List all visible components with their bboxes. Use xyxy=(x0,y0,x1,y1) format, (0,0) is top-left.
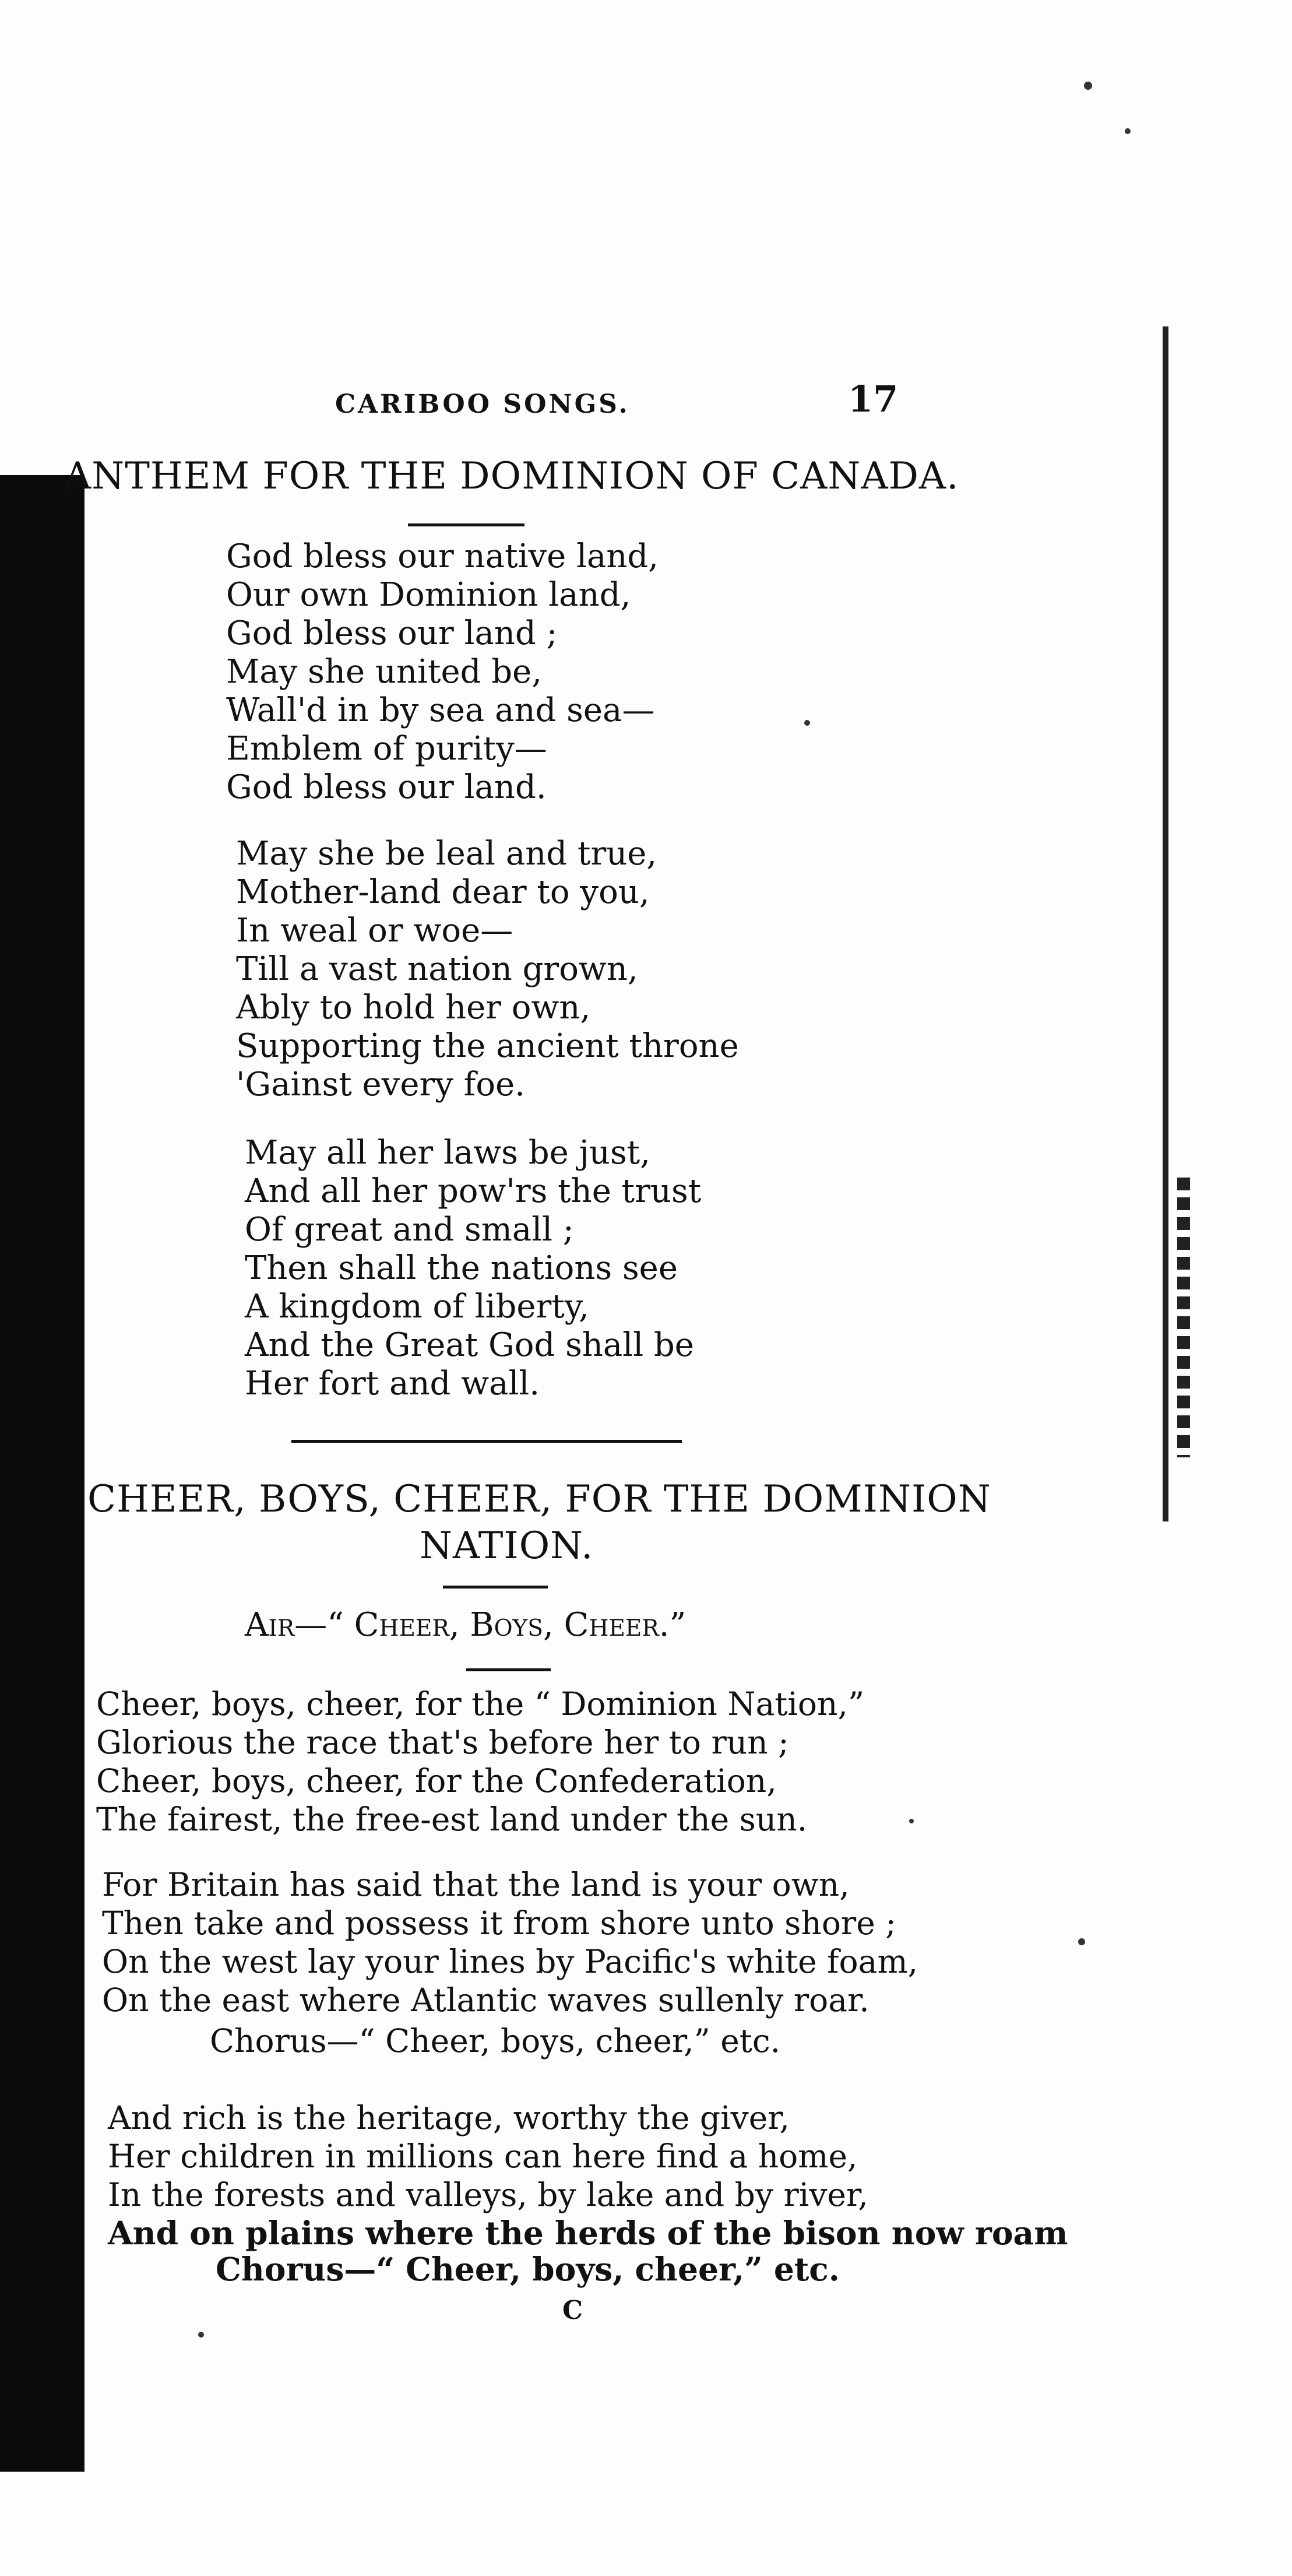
print-speck xyxy=(1078,1938,1085,1945)
binding-edge-bar xyxy=(0,475,85,2472)
anthem-stanza-3 xyxy=(245,1134,701,1403)
print-speck xyxy=(1084,82,1092,90)
margin-rule xyxy=(1163,326,1168,1521)
verse-line: Then take and possess it from shore unto shore ; xyxy=(102,1904,896,1942)
air-line xyxy=(245,1606,686,1644)
verse-line: In the forests and valleys, by lake and by river, xyxy=(108,2176,868,2213)
verse-line: Wall'd in by sea and sea— xyxy=(226,691,655,729)
running-head: CARIBOO SONGS. xyxy=(335,389,630,419)
margin-rule-marks xyxy=(1177,1178,1190,1457)
verse-line: In weal or woe— xyxy=(236,912,513,950)
chorus-line: Chorus—“ Cheer, boys, cheer,” etc. xyxy=(210,2022,781,2060)
cheer-stanza-2 xyxy=(102,1865,918,2019)
section-divider xyxy=(291,1440,682,1443)
verse-line: God bless our native land, xyxy=(226,537,659,575)
verse-line: Glorious the race that's before her to run ; xyxy=(96,1724,789,1761)
signature-mark: C xyxy=(562,2296,583,2325)
verse-line: Her children in millions can here find a home, xyxy=(108,2138,858,2175)
verse-line: And rich is the heritage, worthy the giver, xyxy=(108,2099,790,2136)
verse-line: May she be leal and true, xyxy=(236,835,657,873)
page-number: 17 xyxy=(848,378,899,420)
print-speck xyxy=(804,720,810,726)
verse-line: For Britain has said that the land is your own, xyxy=(102,1866,850,1903)
print-speck xyxy=(1125,128,1131,134)
anthem-stanza-2 xyxy=(236,835,739,1104)
verse-line: Her fort and wall. xyxy=(245,1365,540,1403)
verse-line: And on plains where the herds of the bison now roam xyxy=(108,2214,1068,2252)
verse-line: The fairest, the free-est land under the sun. xyxy=(96,1801,808,1838)
verse-line: Of great and small ; xyxy=(245,1211,574,1249)
verse-line: May she united be, xyxy=(226,653,543,691)
air-rule xyxy=(466,1668,551,1671)
verse-line: A kingdom of liberty, xyxy=(245,1288,589,1326)
cheer-stanza-1 xyxy=(96,1685,864,1839)
verse-line: Cheer, boys, cheer, for the “ Dominion Nation,” xyxy=(96,1685,865,1723)
anthem-title: ANTHEM FOR THE DOMINION OF CANADA. xyxy=(64,455,959,498)
cheer-stanza-3 xyxy=(108,2099,1068,2252)
cheer-title-line-2: NATION. xyxy=(420,1524,594,1568)
verse-line: Mother-land dear to you, xyxy=(236,873,650,911)
verse-line: 'Gainst every foe. xyxy=(236,1066,526,1104)
verse-line: God bless our land. xyxy=(226,768,547,806)
verse-line: And the Great God shall be xyxy=(245,1326,694,1364)
verse-line: Our own Dominion land, xyxy=(226,576,631,614)
air-prefix: Air— xyxy=(245,1606,328,1644)
chorus-line: Chorus—“ Cheer, boys, cheer,” etc. xyxy=(216,2250,840,2288)
verse-line: Emblem of purity— xyxy=(226,730,547,768)
verse-line: Supporting the ancient throne xyxy=(236,1027,739,1065)
verse-line: Cheer, boys, cheer, for the Confederation, xyxy=(96,1762,777,1800)
verse-line: God bless our land ; xyxy=(226,614,558,652)
title-rule xyxy=(443,1586,548,1589)
verse-line: And all her pow'rs the trust xyxy=(245,1172,702,1210)
verse-line: Then shall the nations see xyxy=(245,1249,678,1287)
print-speck xyxy=(909,1819,914,1823)
verse-line: Till a vast nation grown, xyxy=(236,950,638,988)
title-rule xyxy=(408,523,524,526)
print-speck xyxy=(198,2332,204,2338)
verse-line: On the west lay your lines by Pacific's white foam, xyxy=(102,1943,918,1980)
cheer-title-line-1: CHEER, BOYS, CHEER, FOR THE DOMINION xyxy=(87,1478,991,1521)
verse-line: Ably to hold her own, xyxy=(236,989,591,1027)
verse-line: On the east where Atlantic waves sullenly roar. xyxy=(102,1981,869,2019)
anthem-stanza-1 xyxy=(226,537,659,807)
verse-line: May all her laws be just, xyxy=(245,1134,650,1172)
air-title: “ Cheer, Boys, Cheer.” xyxy=(327,1606,687,1644)
